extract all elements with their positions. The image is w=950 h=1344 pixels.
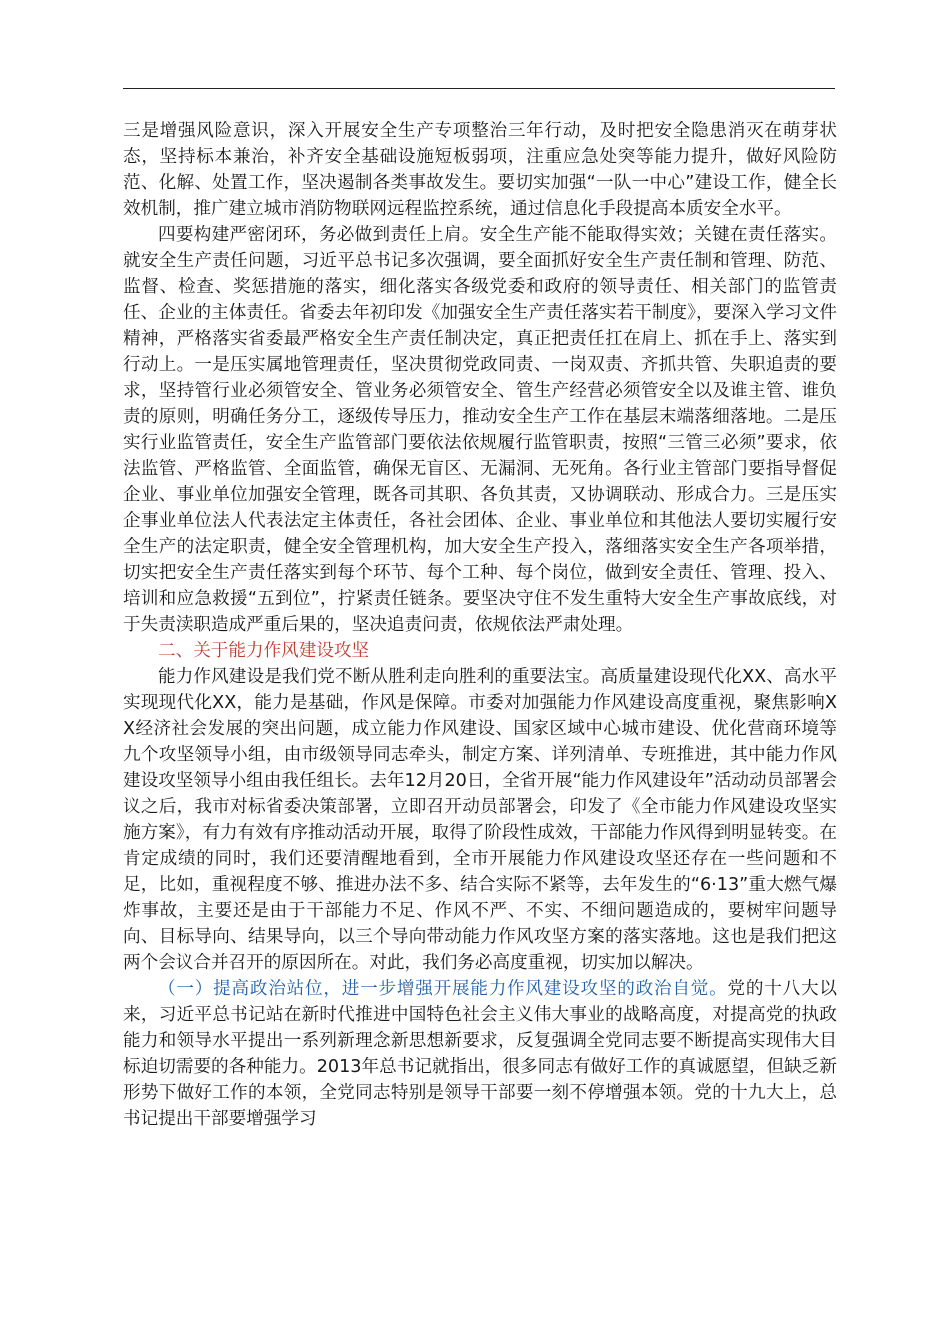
paragraph-responsibility: 四要构建严密闭环，务必做到责任上肩。安全生产能不能取得实效；关键在责任落实。就安全生产责任问题，习近平总书记多次强调，要全面抓好安全生产责任制和管理、防范、监督、检查、奖惩措施的落实，细化落实各级党委和政府的领导责任、相关部门的监管责任、企业的主体责任。省委去年初印发《加强安全生产责任落实若干制度》，要深入学习文件精神，严格落实省委最严格安全生产责任制决定，真正把责任扛在肩上、抓在手上、落实到行动上。一是压实属地管理责任，坚决贯彻党政同责、一岗双责、齐抓共管、失职追责的要求，坚持管行业必须管安全、管业务必须管安全、管生产经营必须管安全以及谁主管、谁负责的原则，明确任务分工，逐级传导压力，推动安全生产工作在基层末端落细落地。二是压实行业监管责任，安全生产监管部门要依法依规履行监管职责，按照“三管三必须”要求，依法监管、严格监管、全面监管，确保无盲区、无漏洞、无死角。各行业主管部门要指导督促企业、事业单位加强安全管理，既各司其职、各负其责，又协调联动、形成合力。三是压实企事业单位法人代表法定主体责任，各社会团体、企业、事业单位和其他法人要切实履行安全生产的法定职责，健全安全管理机构，加大安全生产投入，落细落实安全生产各项举措，切实把安全生产责任落实到每个环节、每个工种、每个岗位，做到安全责任、管理、投入、培训和应急救援“五到位”，拧紧责任链条。要坚决守住不发生重特大安全生产事故底线，对于失责渎职造成严重后果的，坚决追责问责，依规依法严肃处理。 [123,225,837,635]
paragraph-political-stance [123,976,837,1132]
subsection-body: 党的十八大以来，习近平总书记站在新时代推进中国特色社会主义伟大事业的战略高度，对提高党的执政能力和领导水平提出一系列新理念新思想新要求，反复强调全党同志要不断提高实现伟大目标迫切需要的各种能力。2013年总书记就指出，很多同志有做好工作的真诚愿望，但缺乏新形势下做好工作的本领，全党同志特别是领导干部要一刻不停增强本领。党的十九大上，总书记提出干部要增强学习 [123,979,837,1129]
paragraph-ability-style: 能力作风建设是我们党不断从胜利走向胜利的重要法宝。高质量建设现代化XX、高水平实现现代化XX，能力是基础，作风是保障。市委对加强能力作风建设高度重视，聚焦影响XX经济社会发展的突出问题，成立能力作风建设、国家区域中心城市建设、优化营商环境等九个攻坚领导小组，由市级领导同志牵头，制定方案、详列清单、专班推进，其中能力作风建设攻坚领导小组由我任组长。去年12月20日，全省开展“能力作风建设年”活动动员部署会议之后，我市对标省委决策部署，立即召开动员部署会，印发了《全市能力作风建设攻坚实施方案》，有力有效有序推动活动开展，取得了阶段性成效，干部能力作风得到明显转变。在肯定成绩的同时，我们还要清醒地看到，全市开展能力作风建设攻坚还存在一些问题和不足，比如，重视程度不够、推进办法不多、结合实际不紧等，去年发生的“6·13”重大燃气爆炸事故，主要还是由于干部能力不足、作风不严、不实、不细问题造成的，要树牢问题导向、目标导向、结果导向，以三个导向带动能力作风攻坚方案的落实落地。这也是我们把这两个会议合并召开的原因所在。对此，我们务必高度重视，切实加以解决。 [123,667,837,973]
header-rule [123,88,835,89]
subsection-lead: （一）提高政治站位，进一步增强开展能力作风建设攻坚的政治自觉。 [158,979,728,999]
document-body [123,118,837,1132]
section-heading-2: 二、关于能力作风建设攻坚 [158,641,370,661]
paragraph-risk-awareness: 三是增强风险意识，深入开展安全生产专项整治三年行动，及时把安全隐患消灭在萌芽状态，坚持标本兼治，补齐安全基础设施短板弱项，注重应急处突等能力提升，做好风险防范、化解、处置工作，坚决遏制各类事故发生。要切实加强“一队一中心”建设工作，健全长效机制，推广建立城市消防物联网远程监控系统，通过信息化手段提高本质安全水平。 [123,121,837,219]
